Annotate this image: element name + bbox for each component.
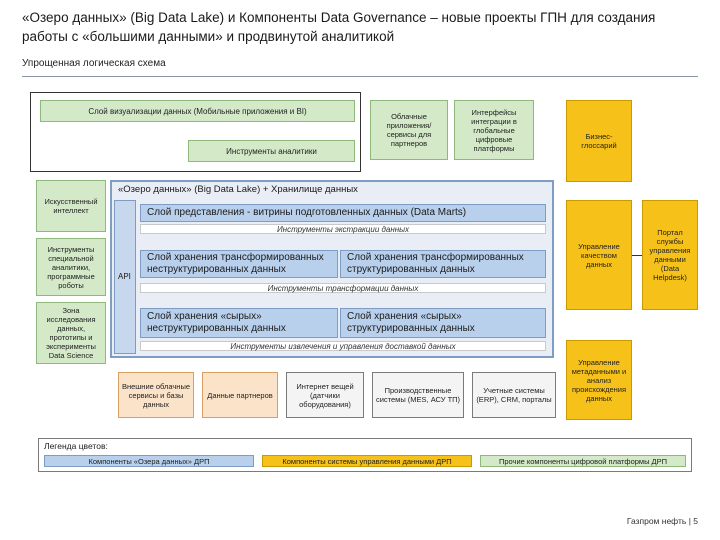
data-quality-management [566, 200, 632, 310]
visualization-label: Слой визуализации данных (Мобильные приложения и BI) [88, 106, 307, 116]
transformed-unstructured-label: Слой хранения трансформированных неструктурированных данных [147, 252, 324, 275]
business-glossary-label: Бизнес-глоссарий [581, 132, 617, 150]
legend-item-lake-label: Компоненты «Озера данных» ДРП [88, 456, 210, 466]
source-partners [202, 372, 278, 418]
raw-structured-layer [340, 308, 546, 338]
cloud-apps-label: Облачные приложения/ сервисы для партнеров [386, 112, 432, 148]
source-partners-label: Данные партнеров [207, 390, 273, 400]
source-production [372, 372, 464, 418]
integration-interfaces-label: Интерфейсы интеграции в глобальные цифровые платформы [471, 107, 517, 153]
data-helpdesk-portal [642, 200, 698, 310]
data-lake-title: «Озеро данных» (Big Data Lake) + Хранилище данных [118, 184, 358, 195]
raw-unstructured-layer [140, 308, 338, 338]
artificial-intelligence [36, 180, 106, 232]
legend-item-lake [44, 455, 254, 467]
legend-item-governance [262, 455, 472, 467]
raw-structured-label: Слой хранения «сырых» структурированных данных [347, 311, 475, 334]
metadata-management [566, 340, 632, 420]
special-analytics-tools [36, 238, 106, 296]
source-external-cloud [118, 372, 194, 418]
ai-label: Искусственный интеллект [44, 197, 98, 215]
analytics-tools-label: Инструменты аналитики [226, 146, 317, 156]
page-title: «Озеро данных» (Big Data Lake) и Компоненты Data Governance – новые проекты ГПН для создания работы с «большими данными» и продвинутой аналитикой [22, 10, 656, 44]
transformation-tools-label: Инструменты трансформации данных [267, 283, 419, 293]
extraction-tools [140, 224, 546, 234]
legend-item-other-label: Прочие компоненты цифровой платформы ДРП [498, 456, 668, 466]
presentation-layer [140, 204, 546, 222]
transformation-tools [140, 283, 546, 293]
extraction-access-tools-label: Инструменты извлечения и управления доставкой данных [230, 341, 456, 351]
legend-item-other [480, 455, 686, 467]
source-iot-label: Интернет вещей (датчики оборудования) [296, 381, 354, 409]
special-analytics-label: Инструменты специальной аналитики, программные роботы [47, 244, 95, 290]
api-label: API [118, 272, 131, 281]
footer [627, 516, 698, 526]
metadata-label: Управление метаданными и анализ происхождения данных [571, 357, 627, 403]
footer-company: Газпром нефть [626, 516, 687, 526]
source-iot [286, 372, 364, 418]
extraction-tools-label: Инструменты экстракции данных [276, 224, 410, 234]
transformed-structured-label: Слой хранения трансформированных структурированных данных [347, 252, 524, 275]
source-production-label: Производственные системы (MES, АСУ ТП) [375, 386, 461, 404]
header-divider [22, 76, 698, 77]
transformed-structured-layer [340, 250, 546, 278]
data-quality-label: Управление качеством данных [578, 241, 620, 269]
visualization-layer [40, 100, 355, 122]
transformed-unstructured-layer [140, 250, 338, 278]
connector-portal [632, 255, 642, 256]
data-helpdesk-label: Портал службы управления данными (Data Helpdesk) [649, 228, 691, 282]
research-zone-label: Зона исследования данных, прототипы и эксперименты Data Science [46, 306, 96, 360]
page-number: 5 [693, 516, 698, 526]
integration-interfaces [454, 100, 534, 160]
footer-separator: | [688, 516, 694, 526]
extraction-access-tools [140, 341, 546, 351]
raw-unstructured-label: Слой хранения «сырых» неструктурированных данных [147, 311, 286, 334]
source-external-cloud-label: Внешние облачные сервисы и базы данных [121, 381, 191, 409]
source-accounting [472, 372, 556, 418]
presentation-layer-label: Слой представления - витрины подготовленных данных (Data Marts) [147, 207, 467, 218]
source-accounting-label: Учетные системы (ERP), CRM, порталы [476, 386, 552, 404]
page-subtitle: Упрощенная логическая схема [22, 58, 166, 69]
legend-item-governance-label: Компоненты системы управления данными ДРП [282, 456, 452, 466]
business-glossary [566, 100, 632, 182]
data-research-zone [36, 302, 106, 364]
legend-title: Легенда цветов: [44, 441, 108, 451]
analytics-tools [188, 140, 355, 162]
cloud-apps [370, 100, 448, 160]
